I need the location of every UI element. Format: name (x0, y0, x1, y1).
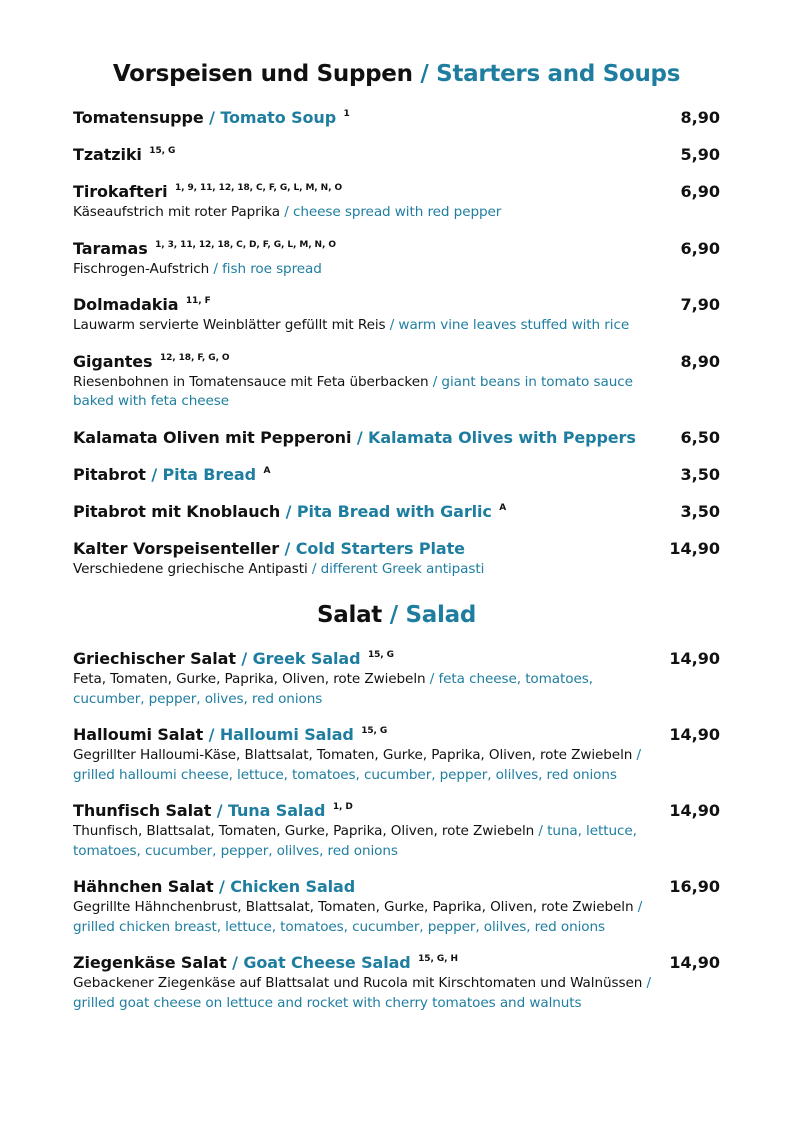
allergen-codes: 15, G (367, 650, 394, 660)
item-description-de: Lauwarm servierte Weinblätter gefüllt mit Reis (73, 317, 386, 333)
item-name-de: Kalter Vorspeisenteller (73, 538, 280, 558)
item-price: 6,90 (680, 182, 720, 201)
item-description-de: Feta, Tomaten, Gurke, Paprika, Oliven, rote Zwiebeln (73, 671, 426, 687)
menu-item (73, 648, 720, 709)
item-name-en: / Halloumi Salad (208, 725, 354, 744)
item-name (73, 800, 655, 822)
item-price: 6,50 (680, 427, 720, 447)
menu-item (73, 538, 720, 580)
item-description (73, 670, 655, 709)
menu-item (73, 952, 720, 1013)
menu-item (73, 351, 720, 412)
item-name (73, 181, 656, 203)
item-description-en: / grilled halloumi cheese, lettuce, tomatoes, cucumber, pepper, olilves, red onions (73, 747, 641, 783)
menu-item (73, 144, 720, 166)
allergen-codes: 1, 3, 11, 12, 18, C, D, F, G, L, M, N, O (155, 239, 336, 250)
item-name (73, 538, 655, 560)
menu-item-main (73, 427, 670, 449)
item-description (73, 203, 656, 223)
section-starters (73, 58, 720, 579)
menu-item (73, 464, 720, 486)
item-description-en: / feta cheese, tomatoes, cucumber, pepper, olives, red onions (73, 671, 593, 707)
allergen-codes: 15, G (361, 726, 388, 736)
section-title-de: Salat (317, 602, 382, 628)
item-name-en: / Pita Bread with Garlic (285, 501, 492, 521)
item-name (73, 144, 656, 166)
item-name (73, 238, 656, 260)
allergen-codes: 15, G (149, 146, 176, 156)
item-name (73, 648, 655, 670)
menu-item-main (73, 876, 669, 937)
item-name (73, 107, 656, 129)
item-description-de: Fischrogen-Aufstrich (73, 260, 210, 277)
item-description (73, 260, 656, 280)
item-name-de: Thunfisch Salat (73, 801, 212, 820)
item-name (73, 427, 656, 449)
menu-item-main (73, 800, 669, 861)
item-name-de: Taramas (73, 238, 148, 258)
item-name-de: Pitabrot (73, 464, 146, 484)
menu-item (73, 294, 720, 336)
menu-item-main (73, 952, 669, 1013)
allergen-codes: 15, G, H (418, 954, 458, 964)
item-price: 6,90 (680, 238, 720, 258)
item-price: 16,90 (669, 877, 720, 896)
menu-item-main (73, 351, 670, 412)
section-salad (73, 599, 720, 1013)
item-description (73, 822, 655, 861)
menu-item-main (73, 238, 670, 280)
item-name-en: / Kalamata Olives with Peppers (356, 427, 636, 447)
item-name (73, 501, 656, 523)
item-name-en: / Tomato Soup (209, 108, 337, 127)
allergen-codes: A (499, 502, 507, 513)
item-description-en: / grilled chicken breast, lettuce, tomatoes, cucumber, pepper, olilves, red onions (73, 899, 643, 935)
section-title-en: / Starters and Soups (420, 61, 681, 87)
item-description-de: Riesenbohnen in Tomatensauce mit Feta überbacken (73, 373, 429, 390)
menu-item-main (73, 294, 670, 336)
item-description-de: Gegrillte Hähnchenbrust, Blattsalat, Tomaten, Gurke, Paprika, Oliven, rote Zwiebeln (73, 899, 634, 915)
item-description-en: / warm vine leaves stuffed with rice (389, 317, 630, 333)
item-description-en: / tuna, lettuce, tomatoes, cucumber, pepper, olilves, red onions (73, 823, 637, 859)
menu-item (73, 501, 720, 523)
item-name-de: Tomatensuppe (73, 108, 204, 127)
item-name-de: Kalamata Oliven mit Pepperoni (73, 427, 352, 447)
item-price: 3,50 (680, 464, 720, 484)
item-description (73, 373, 656, 412)
item-price: 14,90 (669, 649, 720, 668)
item-price: 14,90 (669, 538, 720, 558)
item-name-de: Dolmadakia (73, 295, 179, 314)
menu-item-main (73, 501, 670, 523)
item-name-de: Hähnchen Salat (73, 877, 214, 896)
menu-item (73, 427, 720, 449)
item-description-de: Thunfisch, Blattsalat, Tomaten, Gurke, Paprika, Oliven, rote Zwiebeln (73, 823, 535, 839)
item-price: 3,50 (680, 501, 720, 521)
allergen-codes: 1 (343, 109, 350, 119)
item-name-de: Gigantes (73, 351, 153, 371)
item-price: 8,90 (680, 351, 720, 371)
item-name (73, 351, 656, 373)
menu-item (73, 238, 720, 280)
section-title (73, 58, 720, 90)
item-description-en: / cheese spread with red pepper (284, 204, 502, 220)
item-description-de: Gegrillter Halloumi-Käse, Blattsalat, Tomaten, Gurke, Paprika, Oliven, rote Zwiebeln (73, 747, 633, 763)
allergen-codes: 1, D (332, 802, 353, 812)
item-price: 8,90 (680, 108, 720, 127)
item-name-en: / Pita Bread (151, 464, 256, 484)
item-name (73, 876, 655, 898)
item-price: 7,90 (680, 295, 720, 314)
menu-item (73, 724, 720, 785)
item-description (73, 898, 655, 937)
allergen-codes: 11, F (185, 296, 211, 306)
menu-item-main (73, 538, 669, 580)
menu-list (73, 107, 720, 579)
item-price: 14,90 (669, 725, 720, 744)
item-price: 5,90 (680, 145, 720, 164)
menu-item (73, 876, 720, 937)
allergen-codes: A (263, 465, 271, 476)
item-description-de: Käseaufstrich mit roter Paprika (73, 204, 281, 220)
section-title-de: Vorspeisen und Suppen (112, 61, 413, 87)
item-price: 14,90 (669, 953, 720, 972)
item-name (73, 464, 656, 486)
menu-item-main (73, 724, 669, 785)
item-name-en: / Cold Starters Plate (284, 538, 465, 558)
item-name-de: Tirokafteri (73, 182, 168, 201)
item-description-en: / giant beans in tomato sauce baked with feta cheese (73, 373, 633, 409)
item-description-de: Gebackener Ziegenkäse auf Blattsalat und Rucola mit Kirschtomaten und Walnüssen (73, 975, 643, 991)
item-name-en: / Goat Cheese Salad (232, 953, 411, 972)
item-name-de: Pitabrot mit Knoblauch (73, 501, 281, 521)
item-description (73, 316, 656, 336)
menu-item-main (73, 648, 669, 709)
item-price: 14,90 (669, 801, 720, 820)
item-description-de: Verschiedene griechische Antipasti (73, 560, 308, 577)
item-name (73, 724, 655, 746)
item-description (73, 746, 655, 785)
item-name-de: Griechischer Salat (73, 649, 236, 668)
item-name-en: / Greek Salad (241, 649, 361, 668)
menu-item (73, 107, 720, 129)
allergen-codes: 12, 18, F, G, O (159, 352, 230, 363)
item-name-en: / Tuna Salad (216, 801, 326, 820)
allergen-codes: 1, 9, 11, 12, 18, C, F, G, L, M, N, O (174, 183, 342, 193)
menu-item-main (73, 181, 670, 223)
item-description-en: / different Greek antipasti (311, 560, 485, 577)
menu-item (73, 800, 720, 861)
item-name-de: Ziegenkäse Salat (73, 953, 227, 972)
menu-item-main (73, 144, 670, 166)
item-name (73, 952, 655, 974)
menu-item-main (73, 464, 670, 486)
menu-item (73, 181, 720, 223)
menu-list (73, 648, 720, 1013)
menu-item-main (73, 107, 670, 129)
item-description-en: / fish roe spread (213, 260, 322, 277)
item-description (73, 560, 655, 580)
section-title-en: / Salad (389, 602, 476, 628)
item-name-de: Tzatziki (73, 145, 142, 164)
item-description-en: / grilled goat cheese on lettuce and rocket with cherry tomatoes and walnuts (73, 975, 651, 1011)
section-title (73, 599, 720, 631)
item-name-de: Halloumi Salat (73, 725, 204, 744)
item-name (73, 294, 656, 316)
item-description (73, 974, 655, 1013)
item-name-en: / Chicken Salad (219, 877, 356, 896)
